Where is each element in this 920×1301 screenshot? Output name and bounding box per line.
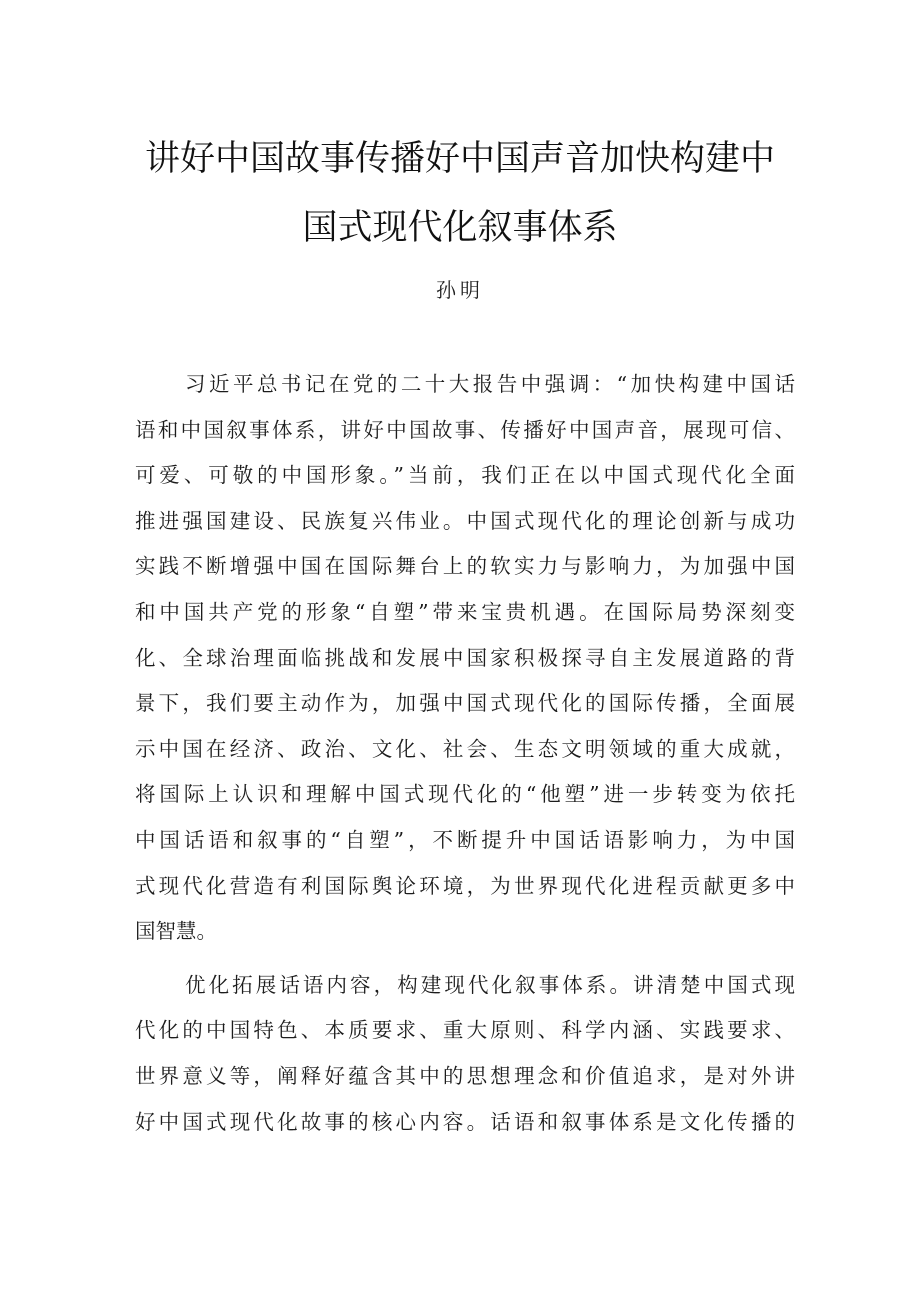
paragraph-line: 中国话语和叙事的“自塑”，不断提升中国话语影响力，为中国 <box>135 827 795 852</box>
paragraph-line: 式现代化营造有利国际舆论环境，为世界现代化进程贡献更多中 <box>135 873 795 898</box>
paragraph-line: 优化拓展话语内容，构建现代化叙事体系。讲清楚中国式现 <box>185 972 795 997</box>
article-body <box>135 362 795 1145</box>
paragraph-line: 推进强国建设、民族复兴伟业。中国式现代化的理论创新与成功 <box>135 508 795 533</box>
paragraph-line: 语和中国叙事体系，讲好中国故事、传播好中国声音，展现可信、 <box>135 417 795 442</box>
paragraph-line: 景下，我们要主动作为，加强中国式现代化的国际传播，全面展 <box>135 691 795 716</box>
paragraph-1 <box>135 362 795 955</box>
paragraph-line: 示中国在经济、政治、文化、社会、生态文明领域的重大成就， <box>135 736 795 761</box>
paragraph-line: 国智慧。 <box>135 919 217 944</box>
title-line-2: 国式现代化叙事体系 <box>302 208 618 248</box>
title-line-1: 讲好中国故事传播好中国声音加快构建中 <box>144 139 775 179</box>
paragraph-line: 将国际上认识和理解中国式现代化的“他塑”进一步转变为依托 <box>135 782 795 807</box>
paragraph-line: 可爱、可敬的中国形象。”当前，我们正在以中国式现代化全面 <box>135 463 795 488</box>
paragraph-line: 好中国式现代化故事的核心内容。话语和叙事体系是文化传播的 <box>135 1109 795 1134</box>
paragraph-line: 习近平总书记在党的二十大报告中强调：“加快构建中国话 <box>185 372 795 396</box>
paragraph-line: 化、全球治理面临挑战和发展中国家积极探寻自主发展道路的背 <box>135 645 795 670</box>
paragraph-line: 和中国共产党的形象“自塑”带来宝贵机遇。在国际局势深刻变 <box>135 599 795 624</box>
paragraph-line: 代化的中国特色、本质要求、重大原则、科学内涵、实践要求、 <box>135 1018 795 1043</box>
paragraph-line: 世界意义等，阐释好蕴含其中的思想理念和价值追求，是对外讲 <box>135 1063 795 1088</box>
paragraph-gap <box>135 955 795 963</box>
author-name: 孙明 <box>436 278 484 302</box>
paragraph-line: 实践不断增强中国在国际舞台上的软实力与影响力，为加强中国 <box>135 554 795 579</box>
paragraph-2 <box>135 963 795 1145</box>
